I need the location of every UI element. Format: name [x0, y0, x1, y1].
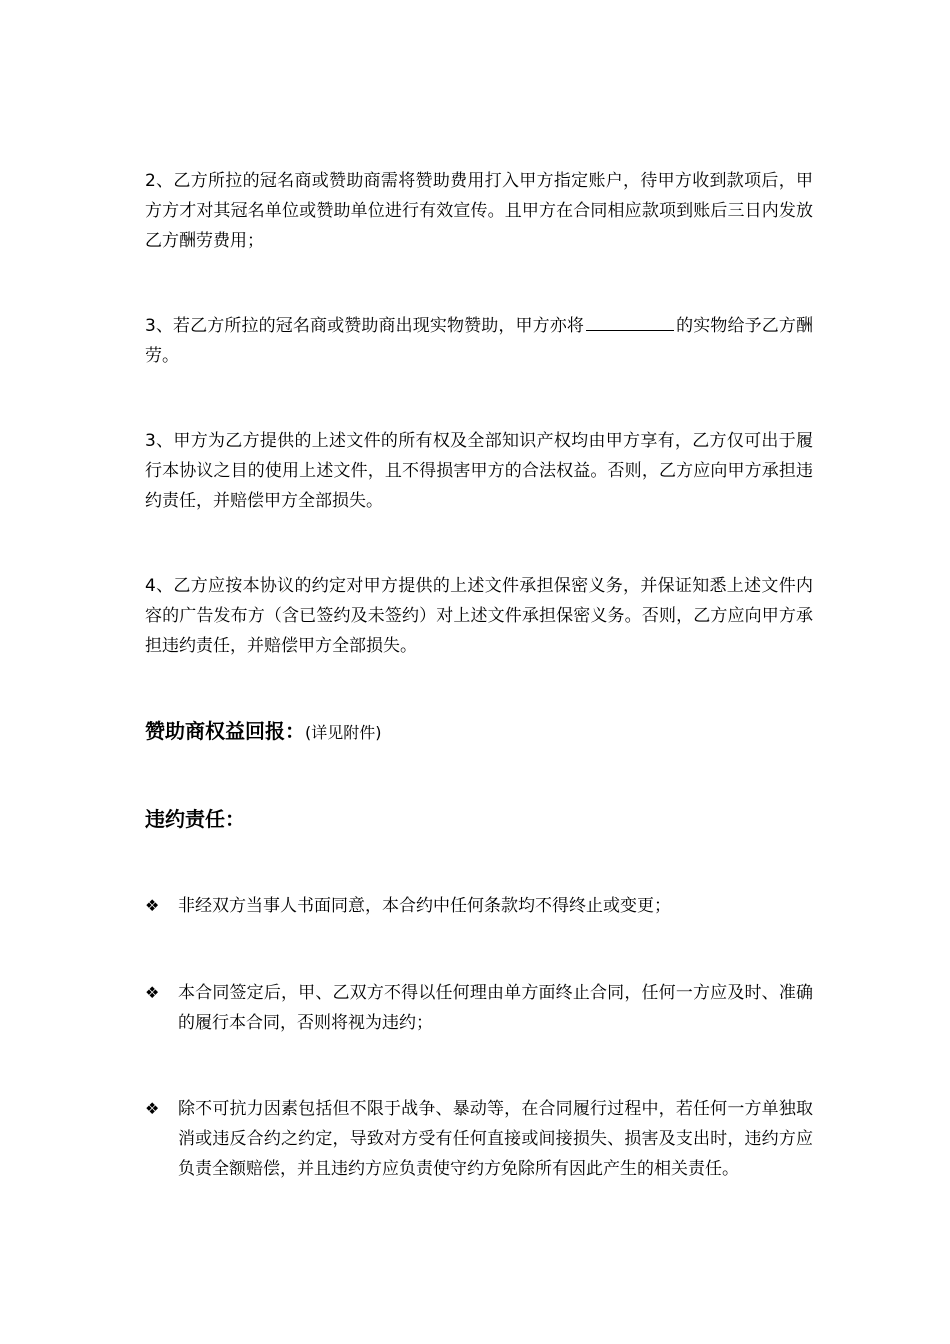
liability-heading: 违约责任： — [145, 807, 245, 831]
liability-item — [145, 1094, 813, 1184]
clause-3-text-after: 的实物给予乙方酬劳。 — [145, 316, 813, 366]
liability-item — [145, 978, 813, 1038]
diamond-bullet-icon: ❖ — [145, 896, 160, 915]
clause-2: 2、乙方所拉的冠名商或赞助商需将赞助费用打入甲方指定账户，待甲方收到款项后，甲方方才对其冠名单位或赞助单位进行有效宣传。且甲方在合同相应款项到账后三日内发放乙方酬劳费用； — [145, 171, 813, 251]
sponsor-rights-heading — [145, 716, 813, 748]
liability-item — [145, 891, 813, 921]
sponsor-rights-note: (详见附件) — [305, 723, 382, 742]
fill-in-blank — [586, 312, 674, 331]
liability-item-text: 本合同签定后，甲、乙双方不得以任何理由单方面终止合同，任何一方应及时、准确的履行本合同，否则将视为违约； — [178, 983, 813, 1033]
liability-item-text: 非经双方当事人书面同意，本合约中任何条款均不得终止或变更； — [178, 896, 671, 916]
clause-3-physical-sponsorship — [145, 311, 813, 371]
clause-3-text-before: 3、若乙方所拉的冠名商或赞助商出现实物赞助，甲方亦将 — [145, 316, 585, 336]
diamond-bullet-icon: ❖ — [145, 1099, 160, 1118]
sponsor-rights-title: 赞助商权益回报： — [145, 719, 305, 743]
clause-4-confidentiality: 4、乙方应按本协议的约定对甲方提供的上述文件承担保密义务，并保证知悉上述文件内容的广告发布方（含已签约及未签约）对上述文件承担保密义务。否则，乙方应向甲方承担违约责任，并赔偿甲方全部损失。 — [145, 576, 813, 656]
liability-item-text: 除不可抗力因素包括但不限于战争、暴动等，在合同履行过程中，若任何一方单独取消或违反合约之约定，导致对方受有任何直接或间接损失、损害及支出时，违约方应负责全额赔偿，并且违约方应负责使守约方免除所有因此产生的相关责任。 — [178, 1099, 813, 1179]
diamond-bullet-icon: ❖ — [145, 983, 160, 1002]
clause-3-ownership: 3、甲方为乙方提供的上述文件的所有权及全部知识产权均由甲方享有，乙方仅可出于履行本协议之目的使用上述文件，且不得损害甲方的合法权益。否则，乙方应向甲方承担违约责任，并赔偿甲方全部损失。 — [145, 431, 813, 511]
